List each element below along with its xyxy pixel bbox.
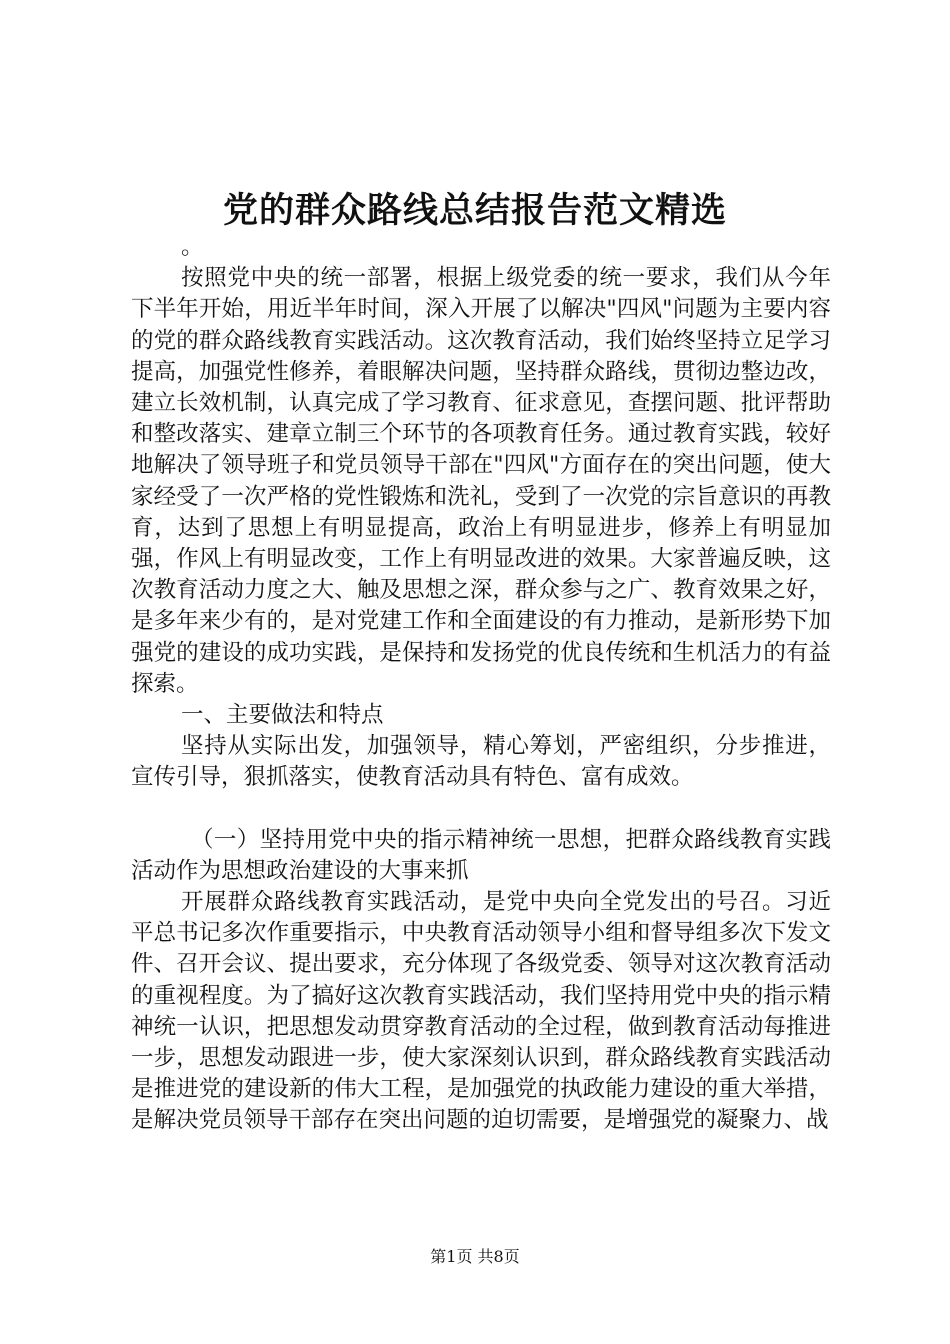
page-number-footer: 第1页 共8页 [430,1247,520,1266]
subsection-paragraph: 开展群众路线教育实践活动，是党中央向全党发出的号召。习近平总书记多次作重要指示，中央教育活动领导小组和督导组多次下发文件、召开会议、提出要求，充分体现了各级党委、领导对这次教育活动的重视程度。为了搞好这次教育实践活动，我们坚持用党中央的指示精神统一认识，把思想发动贯穿教育活动的全过程，做到教育活动每推进一步，思想发动跟进一步，使大家深刻认识到，群众路线教育实践活动是推进党的建设新的伟大工程，是加强党的执政能力建设的重大举措，是解决党员领导干部存在突出问题的迫切需要，是增强党的凝聚力、战 [131,889,831,1134]
document-body [131,232,831,1137]
section-heading: 一、主要做法和特点 [181,702,384,729]
page-title: 党的群众路线总结报告范文精选 [222,190,727,231]
intro-paragraph: 按照党中央的统一部署，根据上级党委的统一要求，我们从今年下半年开始，用近半年时间，深入开展了以解决"四风"问题为主要内容的党的群众路线教育实践活动。这次教育活动，我们始终坚持立足学习提高，加强党性修养，着眼解决问题，坚持群众路线，贯彻边整边改，建立长效机制，认真完成了学习教育、征求意见，查摆问题、批评帮助和整改落实、建章立制三个环节的各项教育任务。通过教育实践，较好地解决了领导班子和党员领导干部在"四风"方面存在的突出问题，使大家经受了一次严格的党性锻炼和洗礼，受到了一次党的宗旨意识的再教育，达到了思想上有明显提高，政治上有明显进步，修养上有明显加强，作风上有明显改变，工作上有明显改进的效果。大家普遍反映，这次教育活动力度之大、触及思想之深，群众参与之广、教育效果之好，是多年来少有的，是对党建工作和全面建设的有力推动，是新形势下加强党的建设的成功实践，是保持和发扬党的优良传统和生机活力的有益探索。 [131,265,831,697]
leading-mark: 。 [181,234,204,260]
section-summary-paragraph: 坚持从实际出发，加强领导，精心筹划，严密组织，分步推进，宣传引导，狠抓落实，使教育活动具有特色、富有成效。 [131,733,831,791]
subsection-heading: （一）坚持用党中央的指示精神统一思想，把群众路线教育实践活动作为思想政治建设的大事来抓 [131,826,831,884]
